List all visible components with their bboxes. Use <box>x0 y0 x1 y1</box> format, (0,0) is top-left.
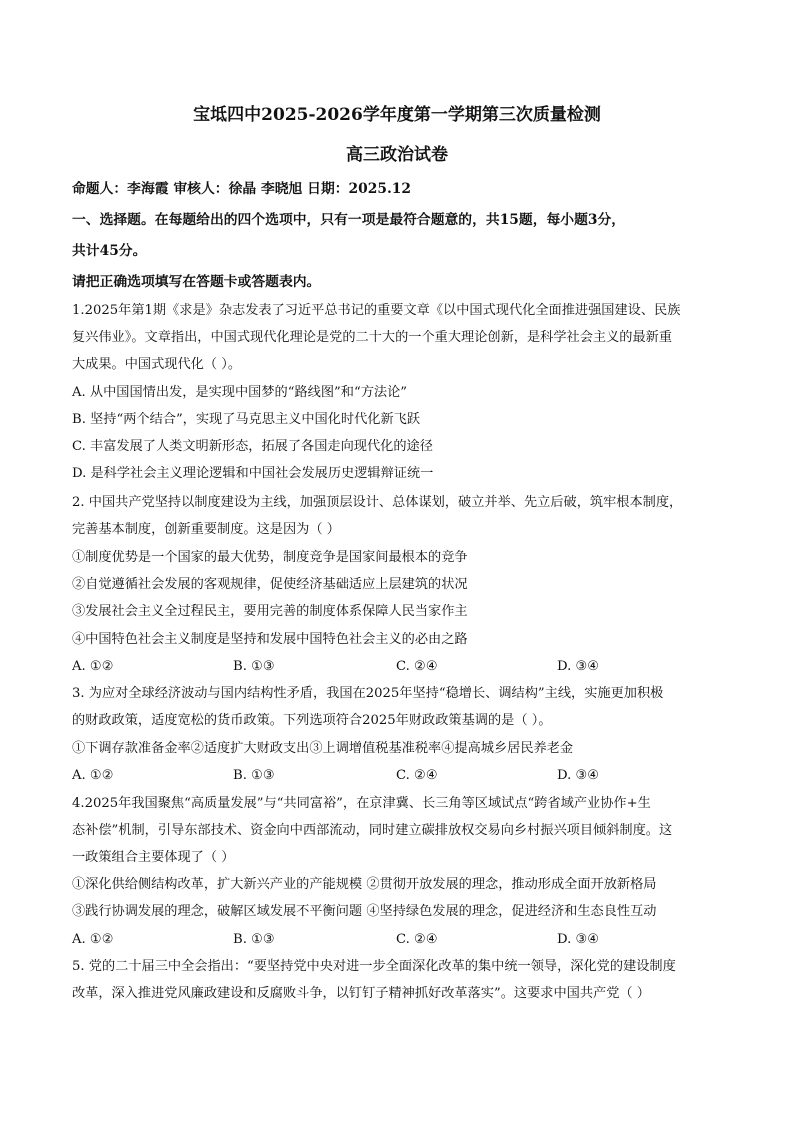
question-stem-line: 态补偿”机制，引导东部技术、资金向中西部流动，同时建立碳排放权交易向乡村振兴项目倾斜制度。这 <box>72 823 673 838</box>
section-heading-cont: 共计45分。 <box>72 243 147 259</box>
choice-c: C. ②④ <box>396 659 438 674</box>
statement-line: ①深化供给侧结构改革，扩大新兴产业的产能规模 ②贯彻开放发展的理念，推动形成全面开放新格局 <box>72 877 657 892</box>
choice-a: A. ①② <box>72 932 114 947</box>
question-stem-line: 大成果。中国式现代化（ ）。 <box>72 357 242 372</box>
option-b: B. 坚持“两个结合”，实现了马克思主义中国化时代化新飞跃 <box>72 412 421 427</box>
question-stem-line: 1.2025年第1期《求是》杂志发表了习近平总书记的重要文章《以中国式现代化全面推进强国建设、民族 <box>72 303 681 318</box>
exam-meta: 命题人：李海霞 审核人：徐晶 李晓旭 日期：2025.12 <box>72 181 411 197</box>
option-d: D. 是科学社会主义理论逻辑和中国社会发展历史逻辑辩证统一 <box>72 466 434 481</box>
statement-1: ①制度优势是一个国家的最大优势，制度竞争是国家间最根本的竞争 <box>72 550 468 565</box>
question-stem-line: 改革，深入推进党风廉政建设和反腐败斗争，以钉钉子精神抓好改革落实”。这要求中国共产党（ ） <box>72 986 650 1001</box>
statement-line: ③践行协调发展的理念，破解区域发展不平衡问题 ④坚持绿色发展的理念，促进经济和生态良性互动 <box>72 904 657 919</box>
choice-a: A. ①② <box>72 768 114 783</box>
choice-d: D. ③④ <box>557 932 600 947</box>
question-stem-line: 5. 党的二十届三中全会指出：“要坚持党中央对进一步全面深化改革的集中统一领导，深化党的建设制度 <box>72 959 676 974</box>
choice-b: B. ①③ <box>233 932 275 947</box>
option-c: C. 丰富发展了人类文明新形态，拓展了各国走向现代化的途径 <box>72 439 433 454</box>
option-a: A. 从中国国情出发，是实现中国梦的“路线图”和“方法论” <box>72 385 407 400</box>
choice-d: D. ③④ <box>557 659 600 674</box>
section-instruction: 请把正确选项填写在答题卡或答题表内。 <box>72 274 321 290</box>
choice-b: B. ①③ <box>233 768 275 783</box>
choice-c: C. ②④ <box>396 932 438 947</box>
question-stem-line: 2. 中国共产党坚持以制度建设为主线，加强顶层设计、总体谋划，破立并举、先立后破，筑牢根本制度， <box>72 495 683 510</box>
statement-4: ④中国特色社会主义制度是坚持和发展中国特色社会主义的必由之路 <box>72 632 468 647</box>
choice-d: D. ③④ <box>557 768 600 783</box>
choice-a: A. ①② <box>72 659 114 674</box>
question-stem-line: 的财政政策，适度宽松的货币政策。下列选项符合2025年财政政策基调的是（ ）。 <box>72 713 552 728</box>
statement-2: ②自觉遵循社会发展的客观规律，促使经济基础适应上层建筑的状况 <box>72 577 468 592</box>
statement-3: ③发展社会主义全过程民主，要用完善的制度体系保障人民当家作主 <box>72 604 468 619</box>
statement-line: ①下调存款准备金率②适度扩大财政支出③上调增值税基准税率④提高城乡居民养老金 <box>72 741 574 756</box>
question-stem-line: 复兴伟业》。文章指出，中国式现代化理论是党的二十大的一个重大理论创新，是科学社会主义的最新重 <box>72 330 673 345</box>
exam-subtitle: 高三政治试卷 <box>346 145 448 165</box>
question-stem-line: 3. 为应对全球经济波动与国内结构性矛盾，我国在2025年坚持“稳增长、调结构”主线，实施更加积极 <box>72 686 664 701</box>
choice-c: C. ②④ <box>396 768 438 783</box>
question-stem-line: 4.2025年我国聚焦“高质量发展”与“共同富裕”，在京津冀、长三角等区域试点“跨省域产业协作+生 <box>72 796 651 811</box>
choice-b: B. ①③ <box>233 659 275 674</box>
question-stem-line: 完善基本制度，创新重要制度。这是因为（ ） <box>72 522 340 537</box>
section-heading: 一、选择题。在每题给出的四个选项中，只有一项是最符合题意的，共15题，每小题3分， <box>72 212 626 228</box>
exam-title: 宝坻四中2025-2026学年度第一学期第三次质量检测 <box>193 105 601 125</box>
question-stem-line: 一政策组合主要体现了（ ） <box>72 850 235 865</box>
